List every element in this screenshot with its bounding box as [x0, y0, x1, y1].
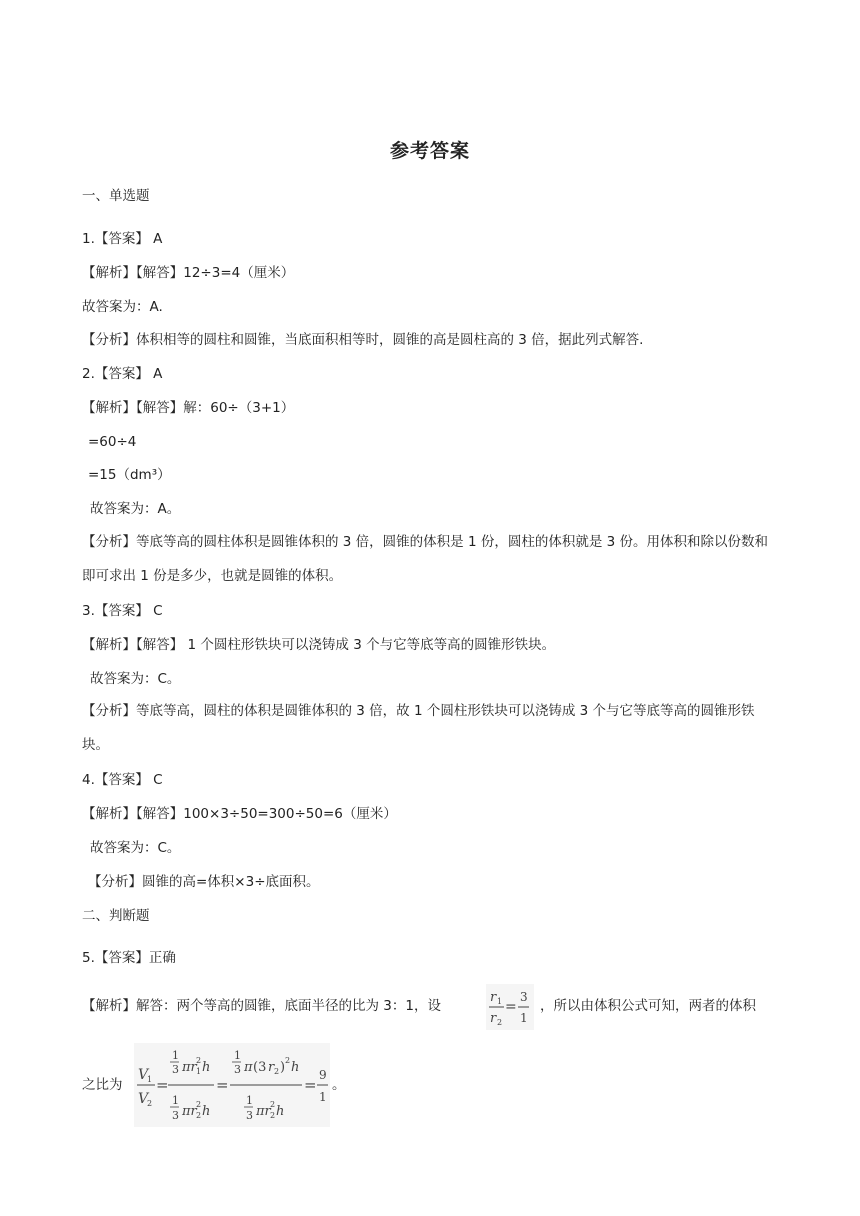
svg-text:2: 2: [270, 1111, 276, 1120]
q1-answer: 1.【答案】 A: [82, 231, 163, 247]
svg-text:2: 2: [497, 1018, 503, 1027]
q5-solution-part-b: ，所以由体积公式可知，两者的体积: [540, 998, 756, 1014]
q4-solution: 【解析】【解答】100×3÷50=300÷50=6（厘米）: [82, 806, 397, 822]
svg-text:): ): [280, 1060, 286, 1075]
svg-text:2: 2: [270, 1100, 276, 1109]
q5-ratio-prefix: 之比为: [82, 1077, 123, 1093]
q5-answer: 5.【答案】正确: [82, 950, 176, 966]
svg-text:1: 1: [520, 1011, 528, 1025]
svg-text:π: π: [244, 1060, 253, 1075]
svg-text:h: h: [291, 1060, 300, 1075]
svg-text:V: V: [138, 1091, 149, 1107]
svg-text:πr: πr: [182, 1104, 197, 1119]
q1-conclusion: 故答案为：A.: [82, 299, 163, 315]
section-heading-single-choice: 一、单选题: [82, 188, 150, 204]
q2-step-1: =60÷4: [88, 434, 137, 450]
q1-solution: 【解析】【解答】12÷3=4（厘米）: [82, 265, 295, 281]
q5-solution-part-a: 【解析】解答：两个等高的圆锥，底面半径的比为 3：1，设: [82, 998, 441, 1014]
q2-conclusion: 故答案为：A。: [90, 501, 181, 517]
q4-analysis: 【分析】圆锥的高=体积×3÷底面积。: [88, 874, 320, 890]
svg-text:V: V: [138, 1067, 149, 1083]
q3-conclusion: 故答案为：C。: [90, 671, 181, 687]
svg-text:=: =: [505, 999, 517, 1015]
svg-text:r: r: [490, 990, 497, 1005]
svg-text:=: =: [304, 1076, 317, 1094]
q2-step-2: =15（dm³）: [88, 467, 171, 483]
svg-text:πr: πr: [182, 1060, 197, 1075]
svg-text:1: 1: [497, 997, 503, 1006]
svg-text:3: 3: [234, 1063, 241, 1076]
svg-text:3: 3: [172, 1063, 179, 1076]
q5-ratio-suffix: 。: [332, 1077, 346, 1093]
svg-text:1: 1: [172, 1049, 179, 1062]
q3-answer: 3.【答案】 C: [82, 603, 163, 619]
svg-text:h: h: [202, 1104, 211, 1119]
svg-text:1: 1: [196, 1067, 202, 1076]
svg-text:1: 1: [246, 1094, 253, 1107]
q2-answer: 2.【答案】 A: [82, 366, 163, 382]
svg-text:r: r: [268, 1060, 275, 1075]
radius-ratio-formula: [486, 984, 534, 1030]
svg-text:9: 9: [319, 1068, 327, 1082]
svg-text:2: 2: [196, 1100, 202, 1109]
page-title: 参考答案: [389, 140, 470, 162]
svg-text:h: h: [202, 1060, 211, 1075]
svg-text:1: 1: [234, 1049, 241, 1062]
svg-text:1: 1: [172, 1094, 179, 1107]
q1-analysis: 【分析】体积相等的圆柱和圆锥，当底面积相等时，圆锥的高是圆柱高的 3 倍，据此列式解答.: [82, 332, 644, 348]
q3-solution: 【解析】【解答】 1 个圆柱形铁块可以浇铸成 3 个与它等底等高的圆锥形铁块。: [82, 637, 556, 653]
section-heading-true-false: 二、判断题: [82, 908, 150, 924]
q4-conclusion: 故答案为：C。: [90, 840, 181, 856]
svg-text:h: h: [276, 1104, 285, 1119]
svg-text:(3: (3: [253, 1060, 267, 1075]
q4-answer: 4.【答案】 C: [82, 772, 163, 788]
svg-text:2: 2: [274, 1067, 280, 1076]
svg-text:2: 2: [196, 1056, 202, 1065]
q2-solution: 【解析】【解答】解：60÷（3+1）: [82, 400, 295, 416]
q3-analysis: 【分析】等底等高，圆柱的体积是圆锥体积的 3 倍，故 1 个圆柱形铁块可以浇铸成 3 个与它等底等高的圆锥形铁块。: [82, 703, 755, 753]
svg-text:=: =: [156, 1076, 169, 1094]
svg-text:1: 1: [147, 1075, 153, 1084]
svg-text:2: 2: [285, 1056, 291, 1065]
q2-analysis: 【分析】等底等高的圆柱体积是圆锥体积的 3 倍，圆锥的体积是 1 份，圆柱的体积就是 3 份。用体积和除以份数和即可求出 1 份是多少，也就是圆锥的体积。: [82, 534, 769, 584]
volume-ratio-formula: [134, 1043, 330, 1127]
svg-text:πr: πr: [256, 1104, 271, 1119]
svg-text:2: 2: [196, 1111, 202, 1120]
svg-text:3: 3: [172, 1109, 179, 1122]
svg-text:3: 3: [246, 1109, 253, 1122]
svg-text:1: 1: [319, 1090, 327, 1104]
svg-text:=: =: [216, 1076, 229, 1094]
svg-text:2: 2: [147, 1099, 153, 1108]
svg-text:r: r: [490, 1011, 497, 1026]
svg-text:3: 3: [520, 990, 528, 1004]
